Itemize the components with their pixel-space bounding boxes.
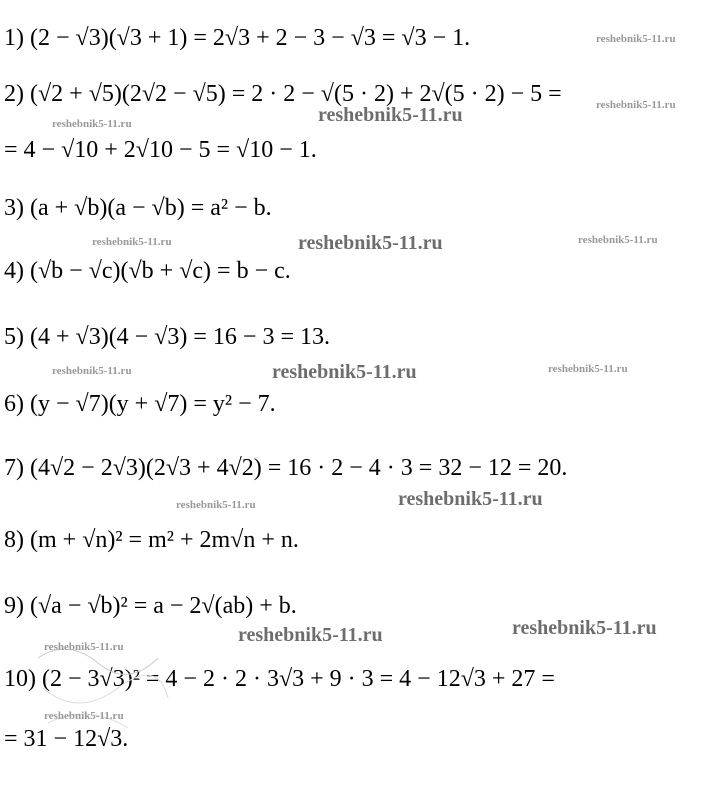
problem-number: 4)	[4, 258, 24, 284]
problem-number: 7)	[4, 455, 24, 481]
watermark: reshebnik5-11.ru	[238, 624, 383, 646]
problem-expression: (√b − √c)(√b + √c) = b − c.	[30, 258, 291, 284]
watermark: reshebnik5-11.ru	[398, 488, 543, 510]
problem-8	[4, 528, 299, 552]
problem-number: 6)	[4, 391, 24, 417]
watermark: reshebnik5-11.ru	[44, 710, 124, 722]
watermark: reshebnik5-11.ru	[548, 363, 628, 375]
watermark: reshebnik5-11.ru	[176, 499, 256, 511]
problem-10	[4, 667, 555, 691]
problem-number: 10)	[4, 666, 36, 692]
watermark: reshebnik5-11.ru	[318, 104, 463, 126]
problem-6	[4, 392, 276, 416]
watermark: reshebnik5-11.ru	[272, 361, 417, 383]
watermark: reshebnik5-11.ru	[596, 99, 676, 111]
watermark: reshebnik5-11.ru	[298, 232, 443, 254]
problem-expression: (√2 + √5)(2√2 − √5) = 2 · 2 − √(5 · 2) + 2√(5 · 2) − 5 =	[30, 81, 562, 107]
problem-expression: (2 − √3)(√3 + 1) = 2√3 + 2 − 3 − √3 = √3 − 1.	[30, 25, 471, 51]
problem-number: 2)	[4, 81, 24, 107]
problem-expression: (a + √b)(a − √b) = a² − b.	[30, 195, 272, 221]
watermark: reshebnik5-11.ru	[52, 118, 132, 130]
watermark: reshebnik5-11.ru	[512, 617, 657, 639]
watermark: reshebnik5-11.ru	[52, 365, 132, 377]
problem-expression: (4√2 − 2√3)(2√3 + 4√2) = 16 · 2 − 4 · 3 = 32 − 12 = 20.	[30, 455, 568, 481]
problem-7	[4, 456, 567, 480]
problem-2	[4, 82, 562, 106]
problem-5	[4, 325, 330, 349]
problem-1	[4, 26, 470, 50]
problem-expression: (m + √n)² = m² + 2m√n + n.	[30, 527, 299, 553]
problem-2-continuation	[4, 138, 317, 162]
problem-expression: = 31 − 12√3.	[4, 726, 129, 752]
watermark: reshebnik5-11.ru	[92, 236, 172, 248]
problem-expression: (4 + √3)(4 − √3) = 16 − 3 = 13.	[30, 324, 330, 350]
problem-expression: (√a − √b)² = a − 2√(ab) + b.	[30, 593, 297, 619]
problem-number: 8)	[4, 527, 24, 553]
problem-4	[4, 259, 291, 283]
problem-number: 9)	[4, 593, 24, 619]
problem-3	[4, 196, 272, 220]
problem-number: 5)	[4, 324, 24, 350]
problem-number: 3)	[4, 195, 24, 221]
watermark: reshebnik5-11.ru	[596, 33, 676, 45]
problem-number: 1)	[4, 25, 24, 51]
problem-10-continuation	[4, 727, 128, 751]
problem-expression: (y − √7)(y + √7) = y² − 7.	[30, 391, 276, 417]
problem-expression: (2 − 3√3)² = 4 − 2 · 2 · 3√3 + 9 · 3 = 4 − 12√3 + 27 =	[42, 666, 555, 692]
watermark: reshebnik5-11.ru	[578, 234, 658, 246]
problem-9	[4, 594, 297, 618]
watermark: reshebnik5-11.ru	[44, 641, 124, 653]
problem-expression: = 4 − √10 + 2√10 − 5 = √10 − 1.	[4, 137, 317, 163]
